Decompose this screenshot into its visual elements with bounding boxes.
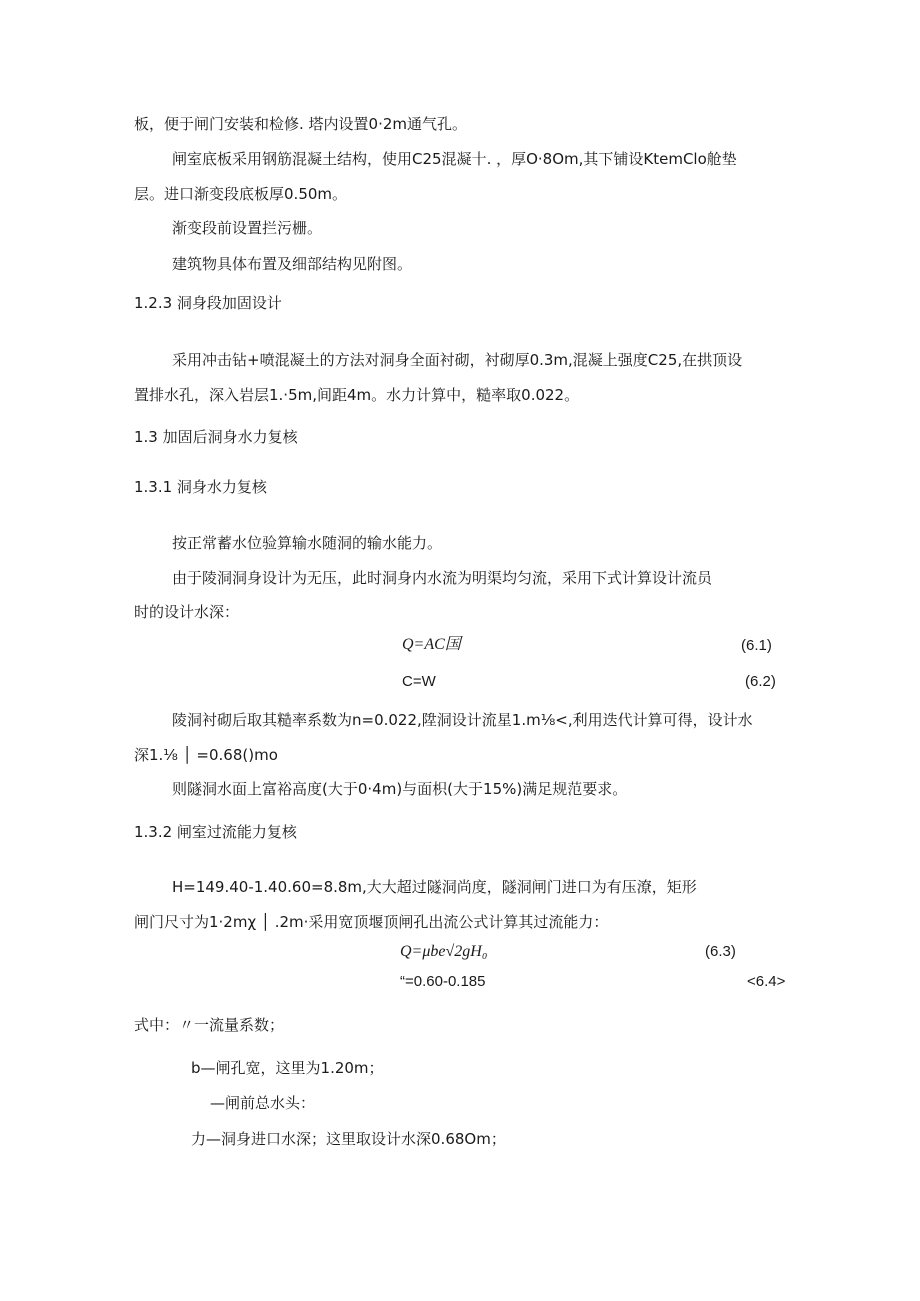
section-heading: 1.2.3 洞身段加固设计 bbox=[134, 294, 282, 312]
section-heading: 1.3.2 闸室过流能力复核 bbox=[134, 823, 297, 841]
section-heading: 1.3.1 洞身水力复核 bbox=[134, 478, 267, 496]
equation: Q=AC国 bbox=[402, 636, 461, 653]
paragraph-line: 置排水孔，深入岩层1.·5m,间距4m。水力计算中，糙率取0.022。 bbox=[134, 386, 580, 404]
section-heading: 1.3 加固后洞身水力复核 bbox=[134, 428, 298, 446]
paragraph-line: 渐变段前设置拦污栅。 bbox=[172, 219, 323, 237]
paragraph-line: 建筑物具体布置及细部结构见附图。 bbox=[172, 255, 413, 273]
paragraph-line: 层。进口渐变段底板厚0.50m。 bbox=[134, 185, 348, 203]
paragraph-line: 闸室底板采用钢筋混凝土结构，使用C25混凝十. ，厚O·8Om,其下铺设KtemClo舱垫 bbox=[172, 150, 737, 168]
paragraph-line: b—闸孔宽，这里为1.20m； bbox=[191, 1059, 384, 1077]
paragraph-line: 深1.⅛ │ =0.68()mo bbox=[134, 746, 278, 764]
equation-number: (6.3) bbox=[705, 943, 736, 960]
paragraph-line: 则隧洞水面上富裕高度(大于0·4m)与面枳(大于15%)满足规范要求。 bbox=[172, 780, 628, 798]
paragraph-line: 式中：〃一流量系数； bbox=[134, 1016, 285, 1034]
equation-number: (6.2) bbox=[745, 673, 776, 690]
equation-number: <6.4> bbox=[747, 973, 786, 990]
paragraph-line: 板，便于闸门安装和检修. 塔内设置0·2m通气孔。 bbox=[134, 115, 468, 133]
paragraph-line: 时的设计水深： bbox=[134, 603, 240, 621]
paragraph-line: 闸门尺寸为1·2mχ │ .2m·采用宽顶堰顶闸孔出流公式计算其过流能力： bbox=[134, 913, 609, 931]
equation: C=W bbox=[402, 673, 436, 690]
paragraph-line: 采用冲击钻+喷混凝土的方法对洞身全面衬砌，衬砌厚0.3m,混凝上强度C25,在拱顶设 bbox=[172, 351, 743, 369]
paragraph-line: 由于陵洞洞身设计为无压，此时洞身内水流为明渠均匀流，采用下式计算设计流员 bbox=[172, 569, 713, 587]
equation: “=0.60-0.185 bbox=[400, 973, 486, 990]
equation-number: (6.1) bbox=[741, 637, 772, 654]
equation: Q=μbe√2gH₀ bbox=[400, 943, 488, 960]
paragraph-line: 按正常蓄水位验算输水随洞的输水能力。 bbox=[172, 534, 443, 552]
paragraph-line: 力—洞身进口水深；这里取设计水深0.68Om； bbox=[191, 1130, 506, 1148]
paragraph-line: H=149.40-1.40.60=8.8m,大大超过隧洞尚度，隧洞闸门进口为有压潦，矩形 bbox=[172, 878, 697, 896]
paragraph-line: 陵洞衬砌后取其糙率系数为n=0.022,陞洞设计流星1.m⅛<,利用迭代计算可得，设计水 bbox=[172, 711, 753, 729]
paragraph-line: —闸前总水头： bbox=[210, 1094, 316, 1112]
